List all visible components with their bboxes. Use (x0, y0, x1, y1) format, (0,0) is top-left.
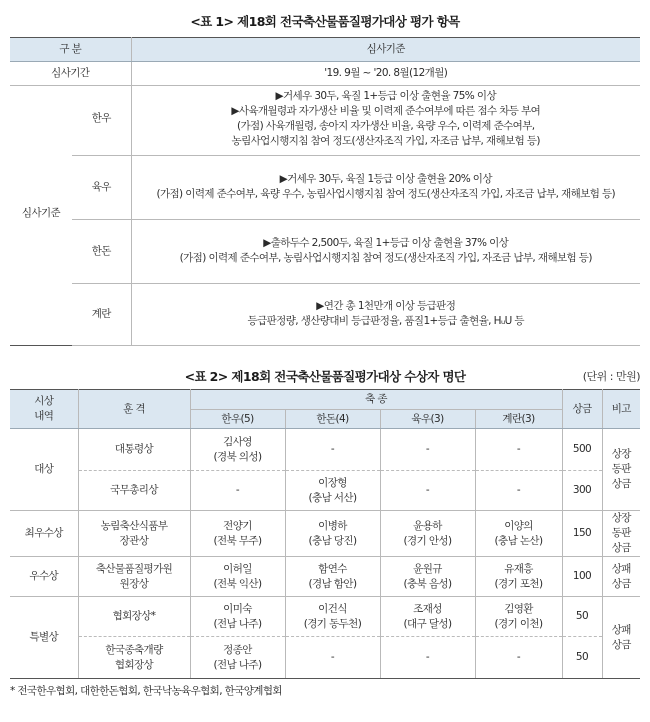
criteria-row-name: 한돈 (72, 219, 131, 283)
group-name: 특별상 (10, 597, 78, 679)
note-line: 동판 (611, 463, 631, 475)
winner-name: 윤원규 (413, 562, 442, 575)
criteria-row-name: 육우 (72, 155, 131, 219)
criteria-line: ▶출하두수 2,500두, 육질 1+등급 이상 출현율 37% 이상 (263, 237, 509, 249)
winner-cell (475, 597, 562, 637)
winner-cell (380, 471, 475, 511)
winner-cell (285, 511, 380, 557)
table2-caption: <표 2> 제18회 전국축산물품질평가대상 수상자 명단 (184, 369, 466, 384)
winner-region: (경북 의성) (213, 450, 262, 463)
criteria-row-content (131, 83, 640, 155)
header-species-handon: 한돈(4) (285, 410, 380, 429)
honor-cell (78, 511, 190, 557)
honor-cell (78, 471, 190, 511)
winner-cell (475, 557, 562, 597)
winner-name: - (516, 484, 521, 496)
header-honor: 훈 격 (78, 390, 190, 429)
winner-region: (경기 이천) (494, 617, 543, 630)
criteria-line: (가점) 이력제 준수여부, 농림사업시행지침 참여 정도(생산자조직 가입, 자조금 납부, 재해보험 등) (179, 252, 592, 264)
unit-label: (단위 : 만원) (582, 370, 640, 383)
note-line: 상패 (611, 562, 631, 575)
criteria-line: ▶연간 총 1천만개 이상 등급판정 (316, 300, 456, 312)
honor-text: 국무총리상 (110, 484, 158, 496)
winner-region: (전남 나주) (213, 658, 262, 671)
header-award-type (10, 390, 78, 429)
group-name: 최우수상 (10, 511, 78, 557)
note-line: 상장 (611, 448, 631, 460)
honor-cell (78, 597, 190, 637)
winner-cell (475, 429, 562, 471)
prize-cell: 50 (562, 637, 602, 679)
criteria-row-name: 한우 (72, 83, 131, 155)
honor-text: 장관상 (119, 534, 149, 547)
winner-region: (충남 서산) (308, 491, 357, 504)
winner-name: - (425, 443, 430, 455)
note-line: 상패 (611, 623, 631, 636)
header-criteria: 심사기준 (131, 38, 640, 62)
group-name: 우수상 (10, 557, 78, 597)
honor-cell (78, 557, 190, 597)
honor-text: 협회장상* (112, 610, 156, 622)
winner-name: 함연수 (318, 562, 347, 575)
winner-region: (전북 무주) (213, 534, 262, 547)
header-species-hanwoo: 한우(5) (190, 410, 285, 429)
note-cell (602, 511, 640, 557)
winner-cell (190, 597, 285, 637)
winner-name: 이장형 (318, 476, 347, 489)
winner-name: 정종안 (223, 643, 252, 656)
winner-name: 이미숙 (223, 602, 252, 615)
winner-region: (경기 안성) (403, 534, 452, 547)
winner-cell (475, 471, 562, 511)
winner-cell (380, 637, 475, 679)
criteria-line: ▶거세우 30두, 육질 1+등급 이상 출현율 75% 이상 (275, 89, 496, 102)
winner-cell (190, 557, 285, 597)
winner-region: (경남 함안) (308, 577, 357, 590)
winner-cell (190, 511, 285, 557)
winner-name: - (330, 443, 335, 455)
winner-cell (285, 557, 380, 597)
honor-text: 대통령상 (114, 443, 154, 455)
criteria-line: 농림사업시행지침 참여 정도(생산자조직 가입, 자조금 납부, 재해보험 등) (231, 134, 540, 147)
header-award-type-line1: 시상 (34, 395, 54, 407)
winner-name: - (330, 651, 335, 663)
honor-text: 협회장상 (114, 658, 154, 671)
winner-name: - (516, 443, 521, 455)
winner-cell (285, 597, 380, 637)
note-cell (602, 429, 640, 511)
winner-cell (475, 637, 562, 679)
criteria-row-content (131, 219, 640, 283)
winner-cell (380, 557, 475, 597)
winner-name: 윤용하 (413, 519, 442, 532)
winner-region: (경기 동두천) (303, 617, 362, 630)
winner-name: 이허일 (223, 562, 252, 575)
period-label: 심사기간 (10, 62, 131, 86)
note-line: 상금 (611, 638, 631, 651)
winner-name: 이병하 (318, 519, 347, 532)
winner-name: 김영환 (504, 602, 533, 615)
winner-cell (380, 597, 475, 637)
prize-cell: 500 (562, 429, 602, 471)
winner-region: (경기 포천) (494, 577, 543, 590)
group-name: 대상 (10, 429, 78, 511)
winner-cell (190, 637, 285, 679)
honor-text: 원장상 (119, 577, 149, 590)
note-line: 상금 (611, 542, 631, 554)
winner-region: (대구 달성) (403, 617, 452, 630)
note-cell (602, 557, 640, 597)
winner-cell (380, 429, 475, 471)
winner-name: 유재흥 (504, 562, 533, 575)
honor-cell (78, 637, 190, 679)
note-cell (602, 597, 640, 679)
criteria-row-content (131, 155, 640, 219)
criteria-row-content (131, 283, 640, 345)
winner-region: (충남 당진) (308, 534, 357, 547)
winner-name: 이양의 (504, 519, 533, 532)
header-livestock: 축 종 (190, 390, 562, 410)
prize-cell: 100 (562, 557, 602, 597)
criteria-line: ▶사육개월령과 자가생산 비율 및 이력제 준수여부에 따른 점수 차등 부여 (231, 104, 541, 117)
winner-region: (충북 음성) (403, 577, 452, 590)
winner-region: (전남 나주) (213, 617, 262, 630)
header-species-yugu: 육우(3) (380, 410, 475, 429)
winner-region: (충남 논산) (494, 534, 543, 547)
winner-cell (285, 471, 380, 511)
winner-cell (380, 511, 475, 557)
winner-cell (190, 429, 285, 471)
winner-cell (475, 511, 562, 557)
winner-name: 김사영 (223, 435, 252, 448)
header-species-egg: 계란(3) (475, 410, 562, 429)
criteria-label: 심사기준 (10, 83, 72, 345)
criteria-line: (가점) 사육개월령, 송아지 자가생산 비율, 육량 우수, 이력제 준수여부, (236, 119, 535, 132)
header-prize: 상금 (562, 390, 602, 429)
criteria-line: (가점) 이력제 준수여부, 육량 우수, 농림사업시행지침 참여 정도(생산자조직 가입, 자조금 납부, 재해보험 등) (156, 188, 616, 200)
prize-cell: 300 (562, 471, 602, 511)
winner-name: 전양기 (223, 519, 252, 532)
table1-caption: <표 1> 제18회 전국축산물품질평가대상 평가 항목 (190, 14, 460, 29)
honor-text: 농림축산식품부 (100, 519, 168, 532)
header-note: 비고 (602, 390, 640, 429)
honor-text: 축산물품질평가원 (95, 562, 173, 575)
note-line: 상금 (611, 577, 631, 590)
evaluation-criteria-table (10, 37, 640, 86)
criteria-line: 등급판정량, 생산량대비 등급판정율, 품질1+등급 출현율, HᵤU 등 (247, 315, 524, 327)
honor-cell (78, 429, 190, 471)
prize-cell: 50 (562, 597, 602, 637)
note-line: 상장 (611, 512, 631, 524)
evaluation-criteria-rows (10, 83, 640, 346)
winner-name: 이건식 (318, 602, 347, 615)
criteria-line: ▶거세우 30두, 육질 1등급 이상 출현율 20% 이상 (279, 173, 492, 185)
winner-cell (285, 429, 380, 471)
criteria-row-name: 계란 (72, 283, 131, 345)
header-category: 구 분 (10, 38, 131, 62)
footnote: * 전국한우협회, 대한한돈협회, 한국낙농육우협회, 한국양계협회 (10, 685, 282, 697)
winner-cell (190, 471, 285, 511)
winner-cell (285, 637, 380, 679)
winner-name: 조재성 (413, 602, 442, 615)
period-value: '19. 9월 ~ '20. 8월(12개월) (131, 62, 640, 86)
note-line: 상금 (611, 478, 631, 490)
winner-region: (전북 익산) (213, 577, 262, 590)
award-winners-table (10, 389, 640, 679)
header-award-type-line2: 내역 (34, 410, 54, 422)
honor-text: 한국종축개량 (105, 643, 163, 656)
winner-name: - (425, 484, 430, 496)
winner-name: - (425, 651, 430, 663)
winner-name: - (235, 484, 240, 496)
prize-cell: 150 (562, 511, 602, 557)
winner-name: - (516, 651, 521, 663)
note-line: 동판 (611, 527, 631, 539)
